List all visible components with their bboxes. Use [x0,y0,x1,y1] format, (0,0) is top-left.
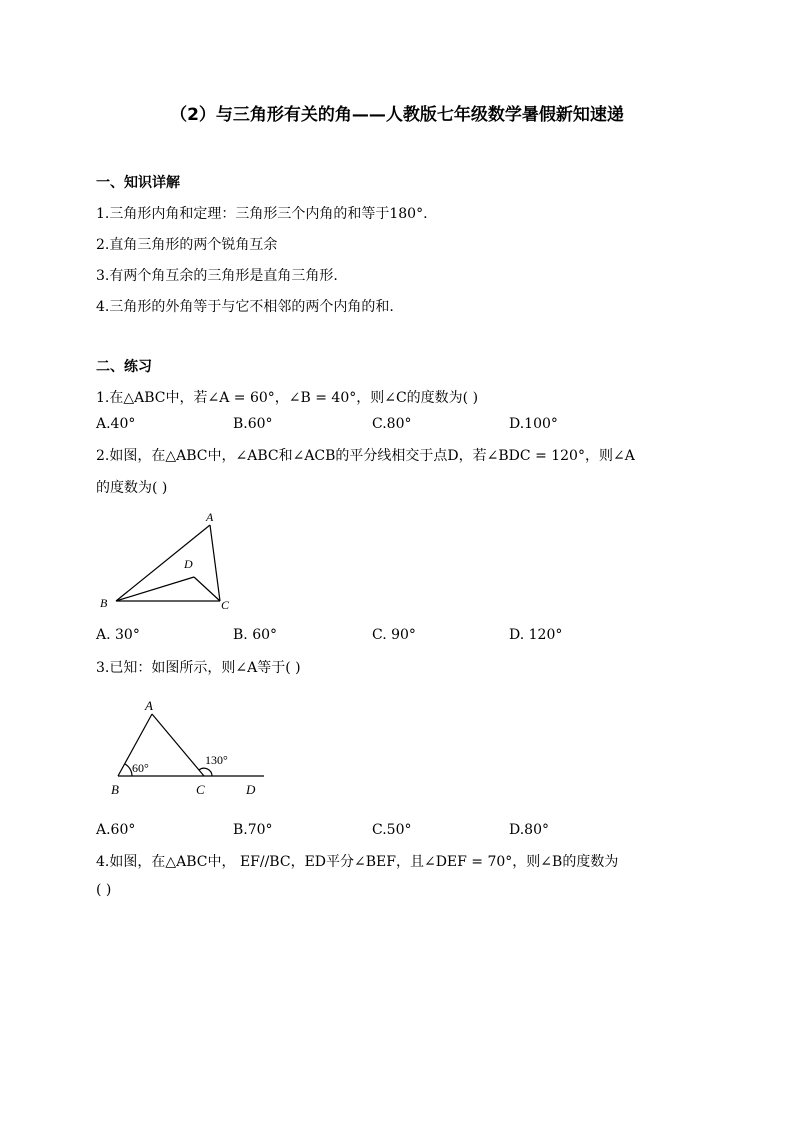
q3-option-c: C.50° [372,822,412,838]
q2-label-d: D [184,557,193,571]
q3-option-a: A.60° [96,822,136,838]
q3-option-b: B.70° [233,822,273,838]
q2-option-a: A. 30° [96,627,140,643]
section2-heading: 二、练习 [96,359,152,375]
question-2-text-line1: 2.如图，在△ABC中，∠ABC和∠ACB的平分线相交于点D，若∠BDC = 120°，则∠A [96,448,635,464]
q2-option-d: D. 120° [509,627,563,643]
question-1-text: 1.在△ABC中，若∠A = 60°，∠B = 40°，则∠C的度数为( ) [96,390,479,406]
q1-option-c: C.80° [372,416,412,432]
knowledge-item-3: 3.有两个角互余的三角形是直角三角形. [96,268,338,284]
q1-option-a: A.40° [96,416,136,432]
q2-label-c: C [221,598,230,612]
q2-label-b: B [100,596,108,610]
q2-option-c: C. 90° [372,627,416,643]
q3-label-d: D [246,782,256,797]
q2-label-a: A [206,510,214,524]
question-4-text-line1: 4.如图，在△ABC中， EF//BC，ED平分∠BEF，且∠DEF = 70°，则∠B的度数为 [96,854,619,870]
question-3-text: 3.已知：如图所示，则∠A等于( ) [96,660,301,676]
q3-label-b: B [111,782,119,797]
q2-triangle-figure [90,505,250,615]
q3-label-a: A [145,698,153,713]
q1-option-b: B.60° [233,416,273,432]
q3-triangle-figure [100,695,280,805]
page-title: （2）与三角形有关的角——人教版七年级数学暑假新知速递 [170,105,624,125]
q2-option-b: B. 60° [233,627,278,643]
q3-angle-ext-label: 130° [205,753,228,767]
q3-label-c: C [196,782,205,797]
section1-heading: 一、知识详解 [96,175,180,191]
knowledge-item-2: 2.直角三角形的两个锐角互余 [96,237,278,253]
q1-option-d: D.100° [509,416,558,432]
question-4-text-line2: ( ) [96,882,112,898]
q3-option-d: D.80° [509,822,549,838]
question-2-text-line2: 的度数为( ) [96,480,168,496]
knowledge-item-4: 4.三角形的外角等于与它不相邻的两个内角的和. [96,299,394,315]
knowledge-item-1: 1.三角形内角和定理：三角形三个内角的和等于180°. [96,206,428,222]
q3-angle-b-label: 60° [132,761,149,775]
